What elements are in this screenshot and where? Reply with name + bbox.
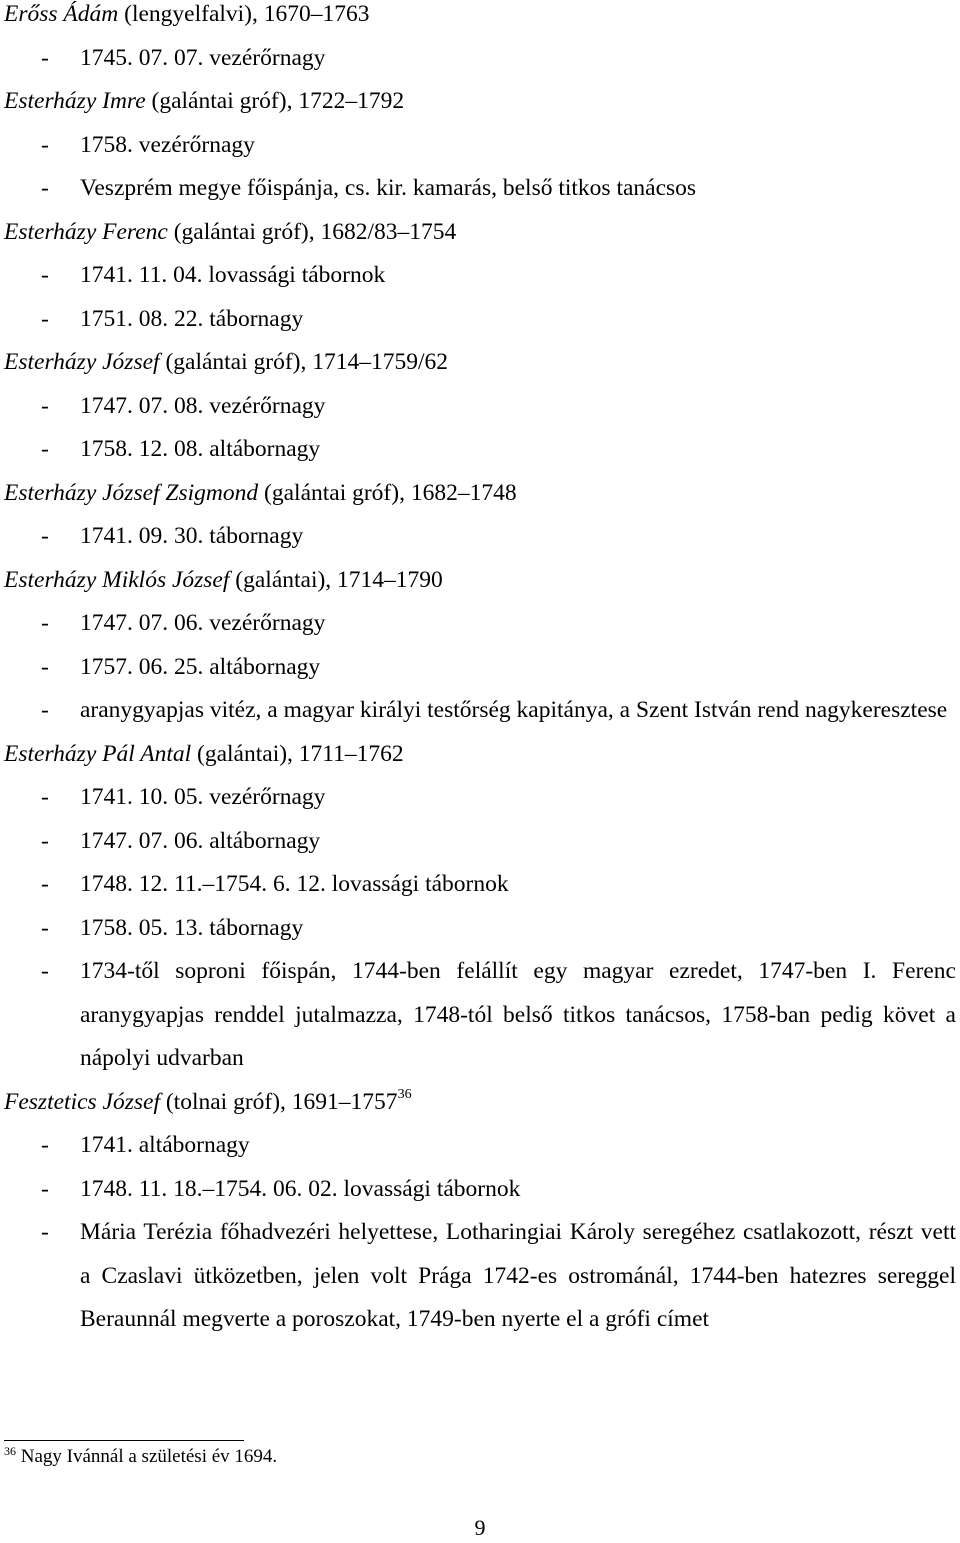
list-item <box>4 515 956 559</box>
page-number: 9 <box>474 1515 486 1540</box>
list-item-text: 1758. 05. 13. tábornagy <box>80 914 304 941</box>
list-item-text: 1741. 10. 05. vezérőrnagy <box>80 784 326 810</box>
person-details: (galántai), 1714–1790 <box>229 566 443 593</box>
entry-items <box>4 515 956 559</box>
list-dash: - <box>41 784 49 810</box>
list-dash: - <box>41 827 49 854</box>
list-item <box>4 820 956 864</box>
list-dash: - <box>41 305 49 332</box>
list-item-text: 1745. 07. 07. vezérőrnagy <box>80 44 326 71</box>
person-details: (galántai gróf), 1714–1759/62 <box>159 349 449 375</box>
list-item <box>4 602 956 646</box>
person-details: (lengyelfalvi), 1670–1763 <box>118 1 370 27</box>
list-item-text: 1758. 12. 08. altábornagy <box>80 436 321 462</box>
list-dash: - <box>41 653 49 680</box>
entry-items <box>4 124 956 211</box>
person-entry <box>4 472 956 559</box>
person-entry <box>4 559 956 733</box>
list-dash: - <box>41 436 49 462</box>
list-item-text: 1741. 11. 04. lovassági tábornok <box>80 262 386 288</box>
entry-items <box>4 254 956 341</box>
list-item-text: 1751. 08. 22. tábornagy <box>80 305 304 332</box>
person-entry <box>4 341 956 472</box>
entry-heading <box>4 211 956 255</box>
entry-items <box>4 1124 956 1342</box>
list-dash: - <box>41 1132 49 1158</box>
person-name: Fesztetics József <box>4 1088 160 1115</box>
footnote <box>4 1443 277 1471</box>
entry-heading <box>4 1081 956 1125</box>
list-item <box>4 124 956 168</box>
list-item <box>4 689 956 733</box>
entry-items <box>4 602 956 733</box>
entry-items <box>4 776 956 1081</box>
person-details: (galántai gróf), 1682/83–1754 <box>167 218 457 245</box>
person-entry <box>4 733 956 1081</box>
list-item <box>4 950 956 1081</box>
entry-heading <box>4 559 956 603</box>
list-item-text: 1747. 07. 06. vezérőrnagy <box>80 610 326 636</box>
person-name: Esterházy Ferenc <box>4 218 168 245</box>
list-item-text: Veszprém megye főispánja, cs. kir. kamarás, belső titkos tanácsos <box>80 175 697 201</box>
person-name: Esterházy Miklós József <box>4 566 230 593</box>
footnote-text: Nagy Ivánnál a születési év 1694. <box>16 1446 278 1467</box>
list-item <box>4 776 956 820</box>
list-item <box>4 37 956 81</box>
list-dash: - <box>41 131 49 158</box>
list-dash: - <box>41 697 49 723</box>
list-item <box>4 385 956 429</box>
list-item-text: 1741. 09. 30. tábornagy <box>80 523 304 549</box>
list-item-text: 1757. 06. 25. altábornagy <box>80 653 321 680</box>
person-name: Esterházy Imre <box>4 88 146 114</box>
list-item <box>4 646 956 690</box>
list-dash: - <box>41 914 49 941</box>
list-item <box>4 1211 956 1342</box>
list-item-text: 1748. 12. 11.–1754. 6. 12. lovassági tábornok <box>80 871 509 897</box>
list-item-text: aranygyapjas vitéz, a magyar királyi testőrség kapitánya, a Szent István rend nagykeresztese <box>80 697 948 723</box>
person-details: (galántai), 1711–1762 <box>191 740 404 767</box>
person-name: Esterházy József Zsigmond <box>4 479 259 506</box>
person-name: Erőss Ádám <box>4 1 119 27</box>
person-entry <box>4 211 956 342</box>
entry-items <box>4 37 956 81</box>
person-name: Esterházy Pál Antal <box>4 740 192 767</box>
person-details: (galántai gróf), 1722–1792 <box>145 88 405 114</box>
list-item <box>4 428 956 472</box>
list-item <box>4 1168 956 1212</box>
entry-heading <box>4 341 956 385</box>
list-dash: - <box>41 392 49 419</box>
person-entry <box>4 1081 956 1342</box>
person-details: (tolnai gróf), 1691–1757 <box>159 1088 398 1115</box>
person-details: (galántai gróf), 1682–1748 <box>258 479 517 506</box>
list-item <box>4 1124 956 1168</box>
list-item-text: 1747. 07. 06. altábornagy <box>80 827 321 854</box>
entry-heading <box>4 733 956 777</box>
list-dash: - <box>41 175 49 201</box>
list-dash: - <box>41 44 49 71</box>
footnote-separator <box>4 1440 244 1441</box>
list-item <box>4 907 956 951</box>
list-dash: - <box>41 958 49 984</box>
list-dash: - <box>41 262 49 288</box>
list-item <box>4 167 956 211</box>
document-body <box>4 0 956 1342</box>
list-item-text: 1734-től soproni főispán, 1744-ben felállít egy magyar ezredet, 1747-ben I. Ferenc aranygyapjas renddel jutalmazza, 1748-tól belső titkos tanácsos, 1758-ban pedig követ a nápolyi udvarban <box>80 958 956 1071</box>
list-item <box>4 298 956 342</box>
person-entry <box>4 0 956 80</box>
list-item-text: 1748. 11. 18.–1754. 06. 02. lovassági tábornok <box>80 1175 521 1202</box>
list-item <box>4 254 956 298</box>
list-item-text: 1747. 07. 08. vezérőrnagy <box>80 392 326 419</box>
person-name: Esterházy József <box>4 349 160 375</box>
entry-heading <box>4 0 956 37</box>
person-entry <box>4 80 956 211</box>
footnote-number: 36 <box>4 1444 16 1458</box>
list-dash: - <box>41 1219 49 1245</box>
entry-heading <box>4 80 956 124</box>
list-dash: - <box>41 1175 49 1202</box>
list-dash: - <box>41 610 49 636</box>
list-dash: - <box>41 523 49 549</box>
entry-heading <box>4 472 956 516</box>
list-item-text: 1741. altábornagy <box>80 1132 250 1158</box>
list-item <box>4 863 956 907</box>
list-item-text: 1758. vezérőrnagy <box>80 131 255 158</box>
footnote-reference: 36 <box>397 1086 412 1102</box>
list-item-text: Mária Terézia főhadvezéri helyettese, Lotharingiai Károly seregéhez csatlakozott, részt vett a Czaslavi ütközetben, jelen volt Prága 1742-es ostrománál, 1744-ben hatezres sereggel Beraunnál megverte a poroszokat, 1749-ben nyerte el a grófi címet <box>80 1219 956 1332</box>
entry-items <box>4 385 956 472</box>
list-dash: - <box>41 871 49 897</box>
